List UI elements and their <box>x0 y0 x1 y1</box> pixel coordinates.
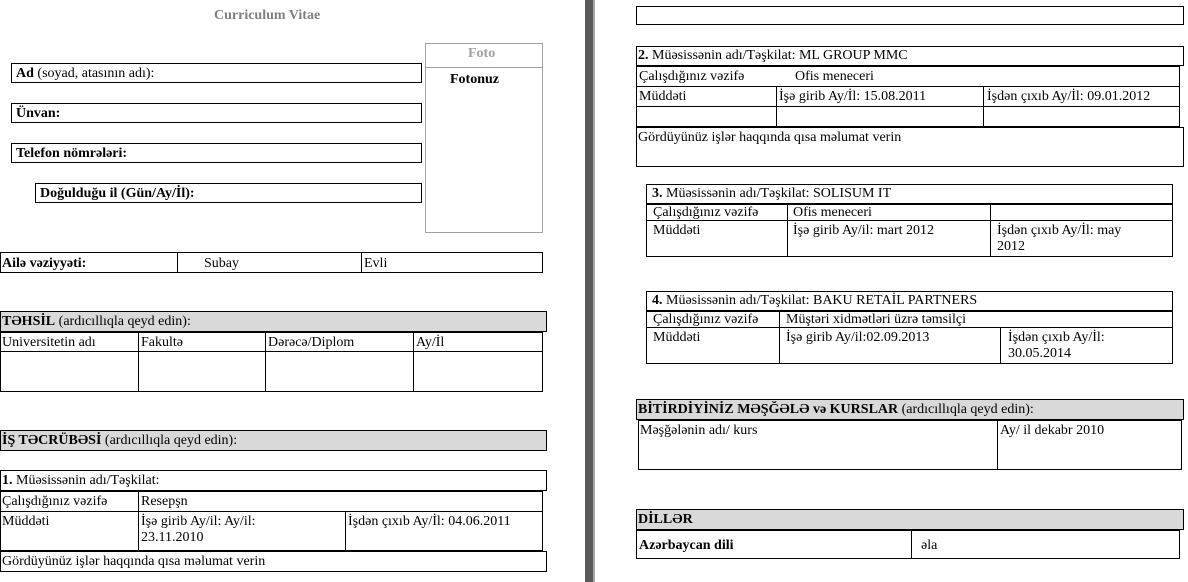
courses-col-date: Ay/ il dekabr 2010 <box>1000 423 1105 438</box>
languages-heading <box>636 509 1184 530</box>
marital-option-single[interactable]: Subay <box>204 256 239 271</box>
address-label: Ünvan: <box>16 106 61 121</box>
marital-option-married[interactable]: Evli <box>364 256 388 271</box>
job2-start-date: İşə girib Ay/İl: 15.08.2011 <box>779 89 927 104</box>
job2-org-label: 2. Müəsissənin adı/Təşkilat: ML GROUP MMC <box>638 48 908 63</box>
experience-heading-text: İŞ TƏCRÜBƏSİ (ardıcıllıqla qeyd edin): <box>2 433 238 448</box>
page-divider <box>585 0 593 582</box>
photo-header: Foto <box>468 46 496 61</box>
language-name: Azərbaycan dili <box>639 538 734 553</box>
job4-position-label: Çalışdığınız vəzifə <box>653 312 759 327</box>
job2-position-value: Ofis meneceri <box>795 69 874 84</box>
job1-org-label: 1. Müəsissənin adı/Təşkilat: <box>2 473 160 488</box>
page-divider-edge <box>593 0 595 582</box>
job1-position-value: Resepşn <box>141 494 188 509</box>
job1-duration-label: Müddəti <box>2 514 50 529</box>
address-field[interactable] <box>11 103 422 123</box>
job3-start-date: İşə girib Ay/il: mart 2012 <box>793 223 935 238</box>
languages-heading-text: DİLLƏR <box>638 512 693 527</box>
job2-summary-label: Gördüyünüz işlər haqqında qısa məlumat verin <box>638 130 902 145</box>
education-col-university: Universitetin adı <box>2 335 96 350</box>
job2-position-label: Çalışdığınız vəzifə <box>639 69 745 84</box>
education-col-date: Ay/İl <box>416 335 445 350</box>
job4-start-date: İşə girib Ay/il:02.09.2013 <box>786 330 930 345</box>
phone-label: Telefon nömrələri: <box>16 146 128 161</box>
education-heading-text: TƏHSİL (ardıcıllıqla qeyd edin): <box>2 314 191 329</box>
job1-end-date: İşdən çıxıb Ay/İl: 04.06.2011 <box>348 514 511 529</box>
birth-date-label: Doğulduğu il (Gün/Ay/İl): <box>40 186 195 201</box>
language-level: əla <box>921 538 938 553</box>
cv-title: Curriculum Vitae <box>214 8 321 23</box>
job1-start-date: İşə girib Ay/il: Ay/il: 23.11.2010 <box>141 514 256 545</box>
job3-position-value: Ofis meneceri <box>793 205 872 220</box>
job2-duration-label: Müddəti <box>639 89 687 104</box>
job4-duration-label: Müddəti <box>653 330 701 345</box>
job1-position-label: Çalışdığınız vəzifə <box>2 494 108 509</box>
job1-summary-label: Gördüyünüz işlər haqqında qısa məlumat verin <box>2 554 266 569</box>
photo-placeholder: Fotonuz <box>450 72 499 87</box>
job3-position-label: Çalışdığınız vəzifə <box>653 205 759 220</box>
job3-org-label: 3. Müəsissənin adı/Təşkilat: SOLISUM IT <box>652 186 892 201</box>
top-empty-field[interactable] <box>636 6 1184 25</box>
job2-end-date: İşdən çıxıb Ay/İl: 09.01.2012 <box>987 89 1151 104</box>
courses-heading-text: BİTİRDİYİNİZ MƏŞĞƏLƏ və KURSLAR (ardıcıllıqla qeyd edin): <box>638 402 1034 417</box>
name-label: Ad (soyad, atasının adı): <box>16 66 155 81</box>
education-col-degree: Dərəcə/Diplom <box>268 335 355 350</box>
courses-col-name: Məşğələnin adı/ kurs <box>640 423 758 438</box>
job4-position-value: Müştəri xidmətləri üzrə təmsilçi <box>786 312 967 327</box>
marital-status-label: Ailə vəziyyəti: <box>2 256 87 271</box>
job3-duration-label: Müddəti <box>653 223 701 238</box>
job3-end-date: İşdən çıxıb Ay/İl: may 2012 <box>997 223 1122 254</box>
job4-org-label: 4. Müəsissənin adı/Təşkilat: BAKU RETAİL PARTNERS <box>652 293 978 308</box>
job4-end-date: İşdən çıxıb Ay/İl: 30.05.2014 <box>1008 330 1105 361</box>
education-col-faculty: Fakultə <box>141 335 183 350</box>
